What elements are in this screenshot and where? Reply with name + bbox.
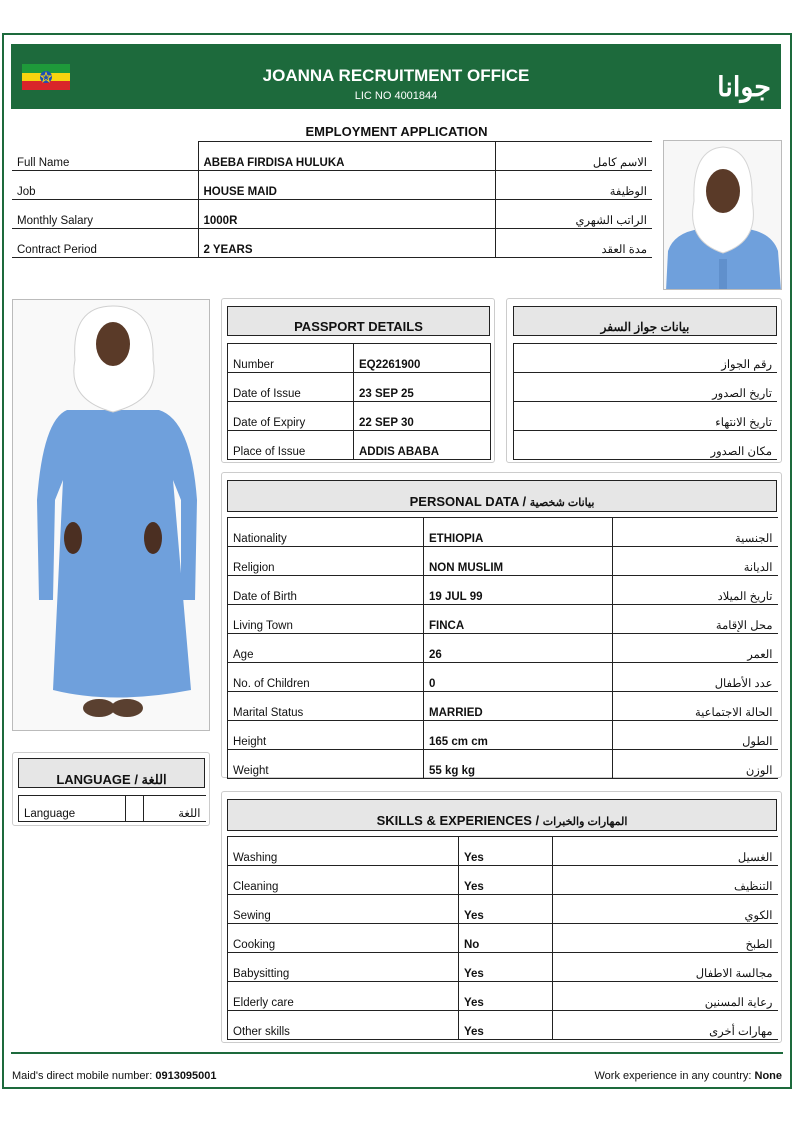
language-label: Language xyxy=(19,796,126,822)
table-row xyxy=(228,402,491,431)
field-value: 2 YEARS xyxy=(198,229,495,258)
language-label-arabic: اللغة xyxy=(178,808,201,820)
field-label-arabic: الاسم كامل xyxy=(495,142,652,171)
table-row xyxy=(514,431,778,460)
work-experience xyxy=(595,1070,783,1082)
table-row xyxy=(12,142,652,171)
personal-label-arabic: تاريخ الميلاد xyxy=(613,576,778,605)
passport-arabic-section-header: بيانات جواز السفر xyxy=(513,306,777,336)
personal-label-arabic: محل الإقامة xyxy=(613,605,778,634)
footer-divider xyxy=(11,1052,783,1054)
passport-section-header: PASSPORT DETAILS xyxy=(227,306,490,336)
experience-value: None xyxy=(754,1070,782,1082)
personal-label-arabic: العمر xyxy=(613,634,778,663)
personal-label: Living Town xyxy=(228,605,424,634)
personal-value: NON MUSLIM xyxy=(424,547,613,576)
skill-value: Yes xyxy=(459,866,553,895)
table-row xyxy=(228,924,778,953)
skill-label-arabic: الطبخ xyxy=(553,924,778,953)
language-section-header xyxy=(18,758,205,788)
table-row xyxy=(228,895,778,924)
field-value: 1000R xyxy=(198,200,495,229)
personal-value: 55 kg kg xyxy=(424,750,613,779)
personal-value: 165 cm cm xyxy=(424,721,613,750)
table-row xyxy=(228,344,491,373)
skill-value: Yes xyxy=(459,837,553,866)
table-row xyxy=(12,171,652,200)
skill-label-arabic: مهارات أخرى xyxy=(553,1011,778,1040)
skill-label: Other skills xyxy=(228,1011,459,1040)
personal-value: ETHIOPIA xyxy=(424,518,613,547)
personal-label-arabic: الديانة xyxy=(613,547,778,576)
table-row xyxy=(228,663,778,692)
skill-label: Cooking xyxy=(228,924,459,953)
passport-value: 23 SEP 25 xyxy=(354,373,491,402)
personal-label-arabic: الجنسية xyxy=(613,518,778,547)
table-row xyxy=(514,344,778,373)
passport-value: 22 SEP 30 xyxy=(354,402,491,431)
personal-data-table xyxy=(227,517,778,779)
table-row xyxy=(19,796,206,822)
personal-label: Weight xyxy=(228,750,424,779)
skill-label: Cleaning xyxy=(228,866,459,895)
table-row xyxy=(228,837,778,866)
passport-label: Date of Issue xyxy=(228,373,354,402)
skills-table xyxy=(227,836,778,1040)
license-number: LIC NO 4001844 xyxy=(354,90,438,102)
passport-label-arabic: تاريخ الصدور xyxy=(514,373,778,402)
passport-arabic-panel xyxy=(506,298,782,463)
portrait-photo xyxy=(663,140,782,290)
skill-label: Washing xyxy=(228,837,459,866)
personal-label: Religion xyxy=(228,547,424,576)
passport-label-arabic: مكان الصدور xyxy=(514,431,778,460)
table-row xyxy=(228,431,491,460)
personal-label: Age xyxy=(228,634,424,663)
passport-label: Place of Issue xyxy=(228,431,354,460)
skill-value: Yes xyxy=(459,982,553,1011)
skill-value: Yes xyxy=(459,1011,553,1040)
table-row xyxy=(228,1011,778,1040)
table-row xyxy=(12,229,652,258)
mobile-number xyxy=(12,1070,217,1082)
passport-label-arabic: رقم الجواز xyxy=(514,344,778,373)
field-label-arabic: الوظيفة xyxy=(495,171,652,200)
full-length-photo xyxy=(12,299,210,731)
skill-label: Sewing xyxy=(228,895,459,924)
office-arabic-name: جوانا xyxy=(717,72,771,102)
field-label-arabic: الراتب الشهري xyxy=(495,200,652,229)
personal-label-arabic: الوزن xyxy=(613,750,778,779)
field-label: Monthly Salary xyxy=(12,200,198,229)
field-label: Full Name xyxy=(12,142,198,171)
table-row xyxy=(228,953,778,982)
language-table xyxy=(18,795,206,822)
field-label-arabic: مدة العقد xyxy=(495,229,652,258)
experience-label: Work experience in any country: xyxy=(594,1070,752,1082)
office-title: JOANNA RECRUITMENT OFFICE xyxy=(262,66,530,85)
passport-value: EQ2261900 xyxy=(354,344,491,373)
table-row xyxy=(514,373,778,402)
personal-title-arabic: بيانات شخصية xyxy=(529,497,595,509)
language-title: LANGUAGE / xyxy=(56,772,142,787)
skill-label-arabic: رعاية المسنين xyxy=(553,982,778,1011)
personal-label: Nationality xyxy=(228,518,424,547)
table-row xyxy=(228,721,778,750)
skill-label: Elderly care xyxy=(228,982,459,1011)
table-row xyxy=(228,634,778,663)
passport-value: ADDIS ABABA xyxy=(354,431,491,460)
language-title-arabic: اللغة xyxy=(141,772,167,787)
skill-value: Yes xyxy=(459,895,553,924)
skill-label: Babysitting xyxy=(228,953,459,982)
skills-section-header xyxy=(227,799,777,831)
personal-label-arabic: الطول xyxy=(613,721,778,750)
table-row xyxy=(514,402,778,431)
passport-label: Date of Expiry xyxy=(228,402,354,431)
skill-label-arabic: الكوي xyxy=(553,895,778,924)
passport-table xyxy=(227,343,491,460)
table-row xyxy=(228,576,778,605)
table-row xyxy=(228,866,778,895)
field-label: Contract Period xyxy=(12,229,198,258)
main-info-table xyxy=(12,141,652,258)
skill-value: Yes xyxy=(459,953,553,982)
field-value: ABEBA FIRDISA HULUKA xyxy=(198,142,495,171)
skill-value: No xyxy=(459,924,553,953)
passport-label: Number xyxy=(228,344,354,373)
table-row xyxy=(228,373,491,402)
personal-section-header xyxy=(227,480,777,512)
passport-panel xyxy=(221,298,495,463)
header-bar xyxy=(11,44,781,109)
table-row xyxy=(228,605,778,634)
personal-label: No. of Children xyxy=(228,663,424,692)
personal-value: FINCA xyxy=(424,605,613,634)
personal-value: MARRIED xyxy=(424,692,613,721)
personal-title: PERSONAL DATA / xyxy=(409,494,530,509)
passport-label-arabic: تاريخ الانتهاء xyxy=(514,402,778,431)
skills-title: SKILLS & EXPERIENCES / xyxy=(376,813,543,828)
table-row xyxy=(228,982,778,1011)
personal-label-arabic: عدد الأطفال xyxy=(613,663,778,692)
mobile-label: Maid's direct mobile number: xyxy=(12,1070,153,1082)
skill-label-arabic: مجالسة الاطفال xyxy=(553,953,778,982)
passport-arabic-table xyxy=(513,343,777,460)
skills-title-arabic: المهارات والخبرات xyxy=(542,816,628,828)
language-value xyxy=(126,796,144,822)
skills-panel xyxy=(221,791,782,1043)
personal-value: 19 JUL 99 xyxy=(424,576,613,605)
field-value: HOUSE MAID xyxy=(198,171,495,200)
personal-label-arabic: الحالة الاجتماعية xyxy=(613,692,778,721)
table-row xyxy=(228,692,778,721)
skill-label-arabic: الغسيل xyxy=(553,837,778,866)
field-label: Job xyxy=(12,171,198,200)
personal-value: 26 xyxy=(424,634,613,663)
personal-label: Marital Status xyxy=(228,692,424,721)
table-row xyxy=(228,518,778,547)
personal-data-panel xyxy=(221,472,782,778)
table-row xyxy=(228,750,778,779)
table-row xyxy=(12,200,652,229)
personal-label: Date of Birth xyxy=(228,576,424,605)
mobile-value: 0913095001 xyxy=(155,1070,217,1082)
skill-label-arabic: التنظيف xyxy=(553,866,778,895)
personal-value: 0 xyxy=(424,663,613,692)
table-row xyxy=(228,547,778,576)
application-title: EMPLOYMENT APPLICATION xyxy=(305,124,488,139)
personal-label: Height xyxy=(228,721,424,750)
language-panel xyxy=(12,752,210,826)
